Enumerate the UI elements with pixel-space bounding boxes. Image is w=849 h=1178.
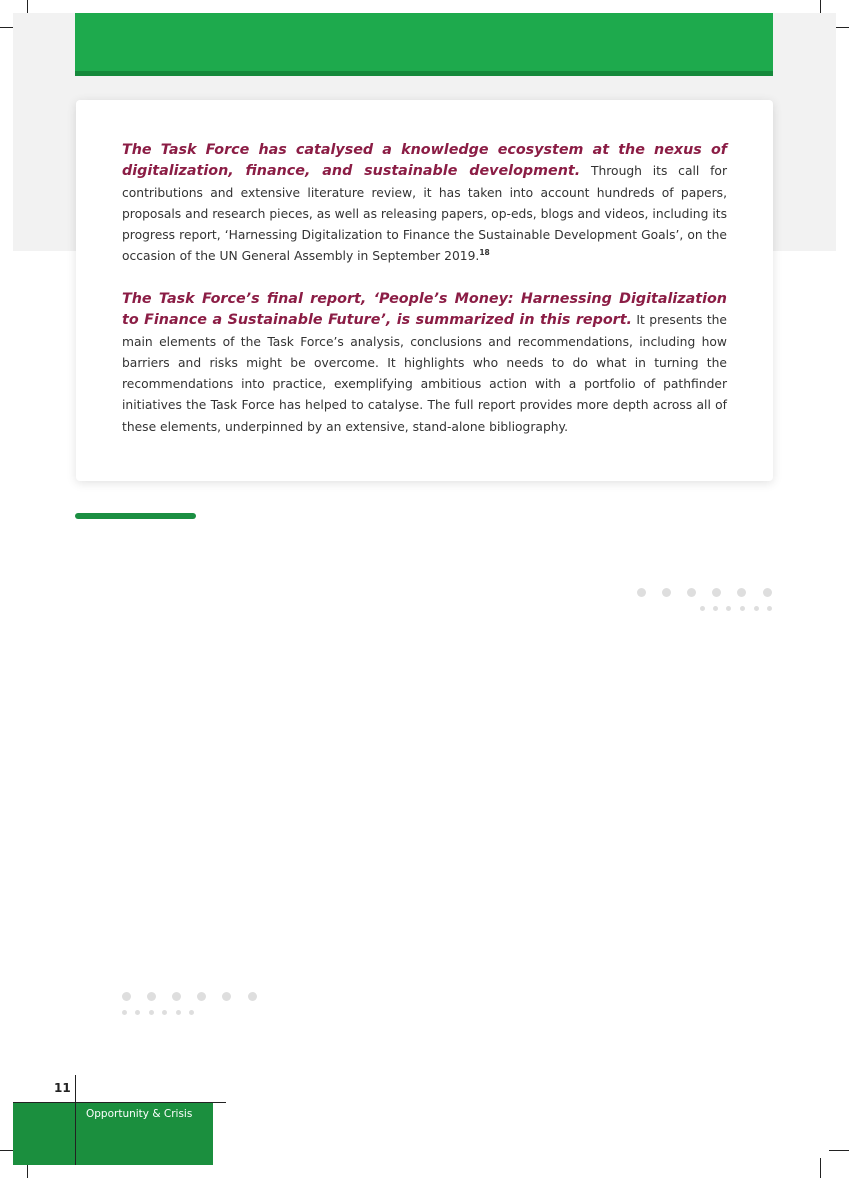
dot <box>222 992 231 1001</box>
dot <box>149 1010 154 1015</box>
header-banner-edge <box>75 71 773 76</box>
paragraph-body: It presents the main elements of the Task Force’s analysis, conclusions and recommendations, including how barriers and risks might be overcome. It highlights who needs to do what in turning the recommendations into practice, exemplifying ambitious action with a portfolio of pathfinder initiatives the Task Force has helped to catalyse. The full report provides more depth across all of these elements, underpinned by an extensive, stand-alone bibliography. <box>122 313 727 434</box>
dot <box>162 1010 167 1015</box>
dot <box>122 992 131 1001</box>
dot <box>712 588 721 597</box>
footer-divider <box>75 1075 76 1165</box>
dot <box>197 992 206 1001</box>
dot <box>740 606 745 611</box>
dot <box>737 588 746 597</box>
dot <box>763 588 772 597</box>
dot <box>767 606 772 611</box>
dot <box>726 606 731 611</box>
dot <box>662 588 671 597</box>
dot <box>713 606 718 611</box>
dot <box>147 992 156 1001</box>
paragraph-lead: The Task Force has catalysed a knowledge ecosystem at the nexus of digitalization, finance, and sustainable development. <box>122 142 727 180</box>
paragraph-body: Through its call for contributions and extensive literature review, it has taken into account hundreds of papers, proposals and research pieces, as well as releasing papers, op-eds, blogs and videos, including its progress report, ‘Harnessing Digitalization to Finance the Sustainable Development Goals’, on the occasion of the UN General Assembly in September 2019. <box>122 164 727 264</box>
footnote-marker[interactable]: 18 <box>479 248 490 258</box>
paragraph-knowledge-ecosystem <box>122 140 727 268</box>
dot <box>176 1010 181 1015</box>
page-number: 11 <box>54 1081 71 1095</box>
paragraph-final-report <box>122 289 727 438</box>
dot <box>189 1010 194 1015</box>
accent-rule <box>75 513 196 519</box>
dot <box>754 606 759 611</box>
dot <box>700 606 705 611</box>
dot <box>248 992 257 1001</box>
dot <box>687 588 696 597</box>
dot <box>172 992 181 1001</box>
crop-mark <box>820 1158 821 1178</box>
dot <box>637 588 646 597</box>
footer-rule <box>13 1102 226 1103</box>
dot <box>135 1010 140 1015</box>
crop-mark <box>829 1150 849 1151</box>
dot <box>122 1010 127 1015</box>
section-title: Opportunity & Crisis <box>86 1108 193 1120</box>
header-banner <box>75 13 773 76</box>
text-card <box>76 100 773 481</box>
paragraph-lead: The Task Force’s final report, ‘People’s Money: Harnessing Digitalization to Finance a Sustainable Future’, is summarized in this report. <box>122 291 727 329</box>
